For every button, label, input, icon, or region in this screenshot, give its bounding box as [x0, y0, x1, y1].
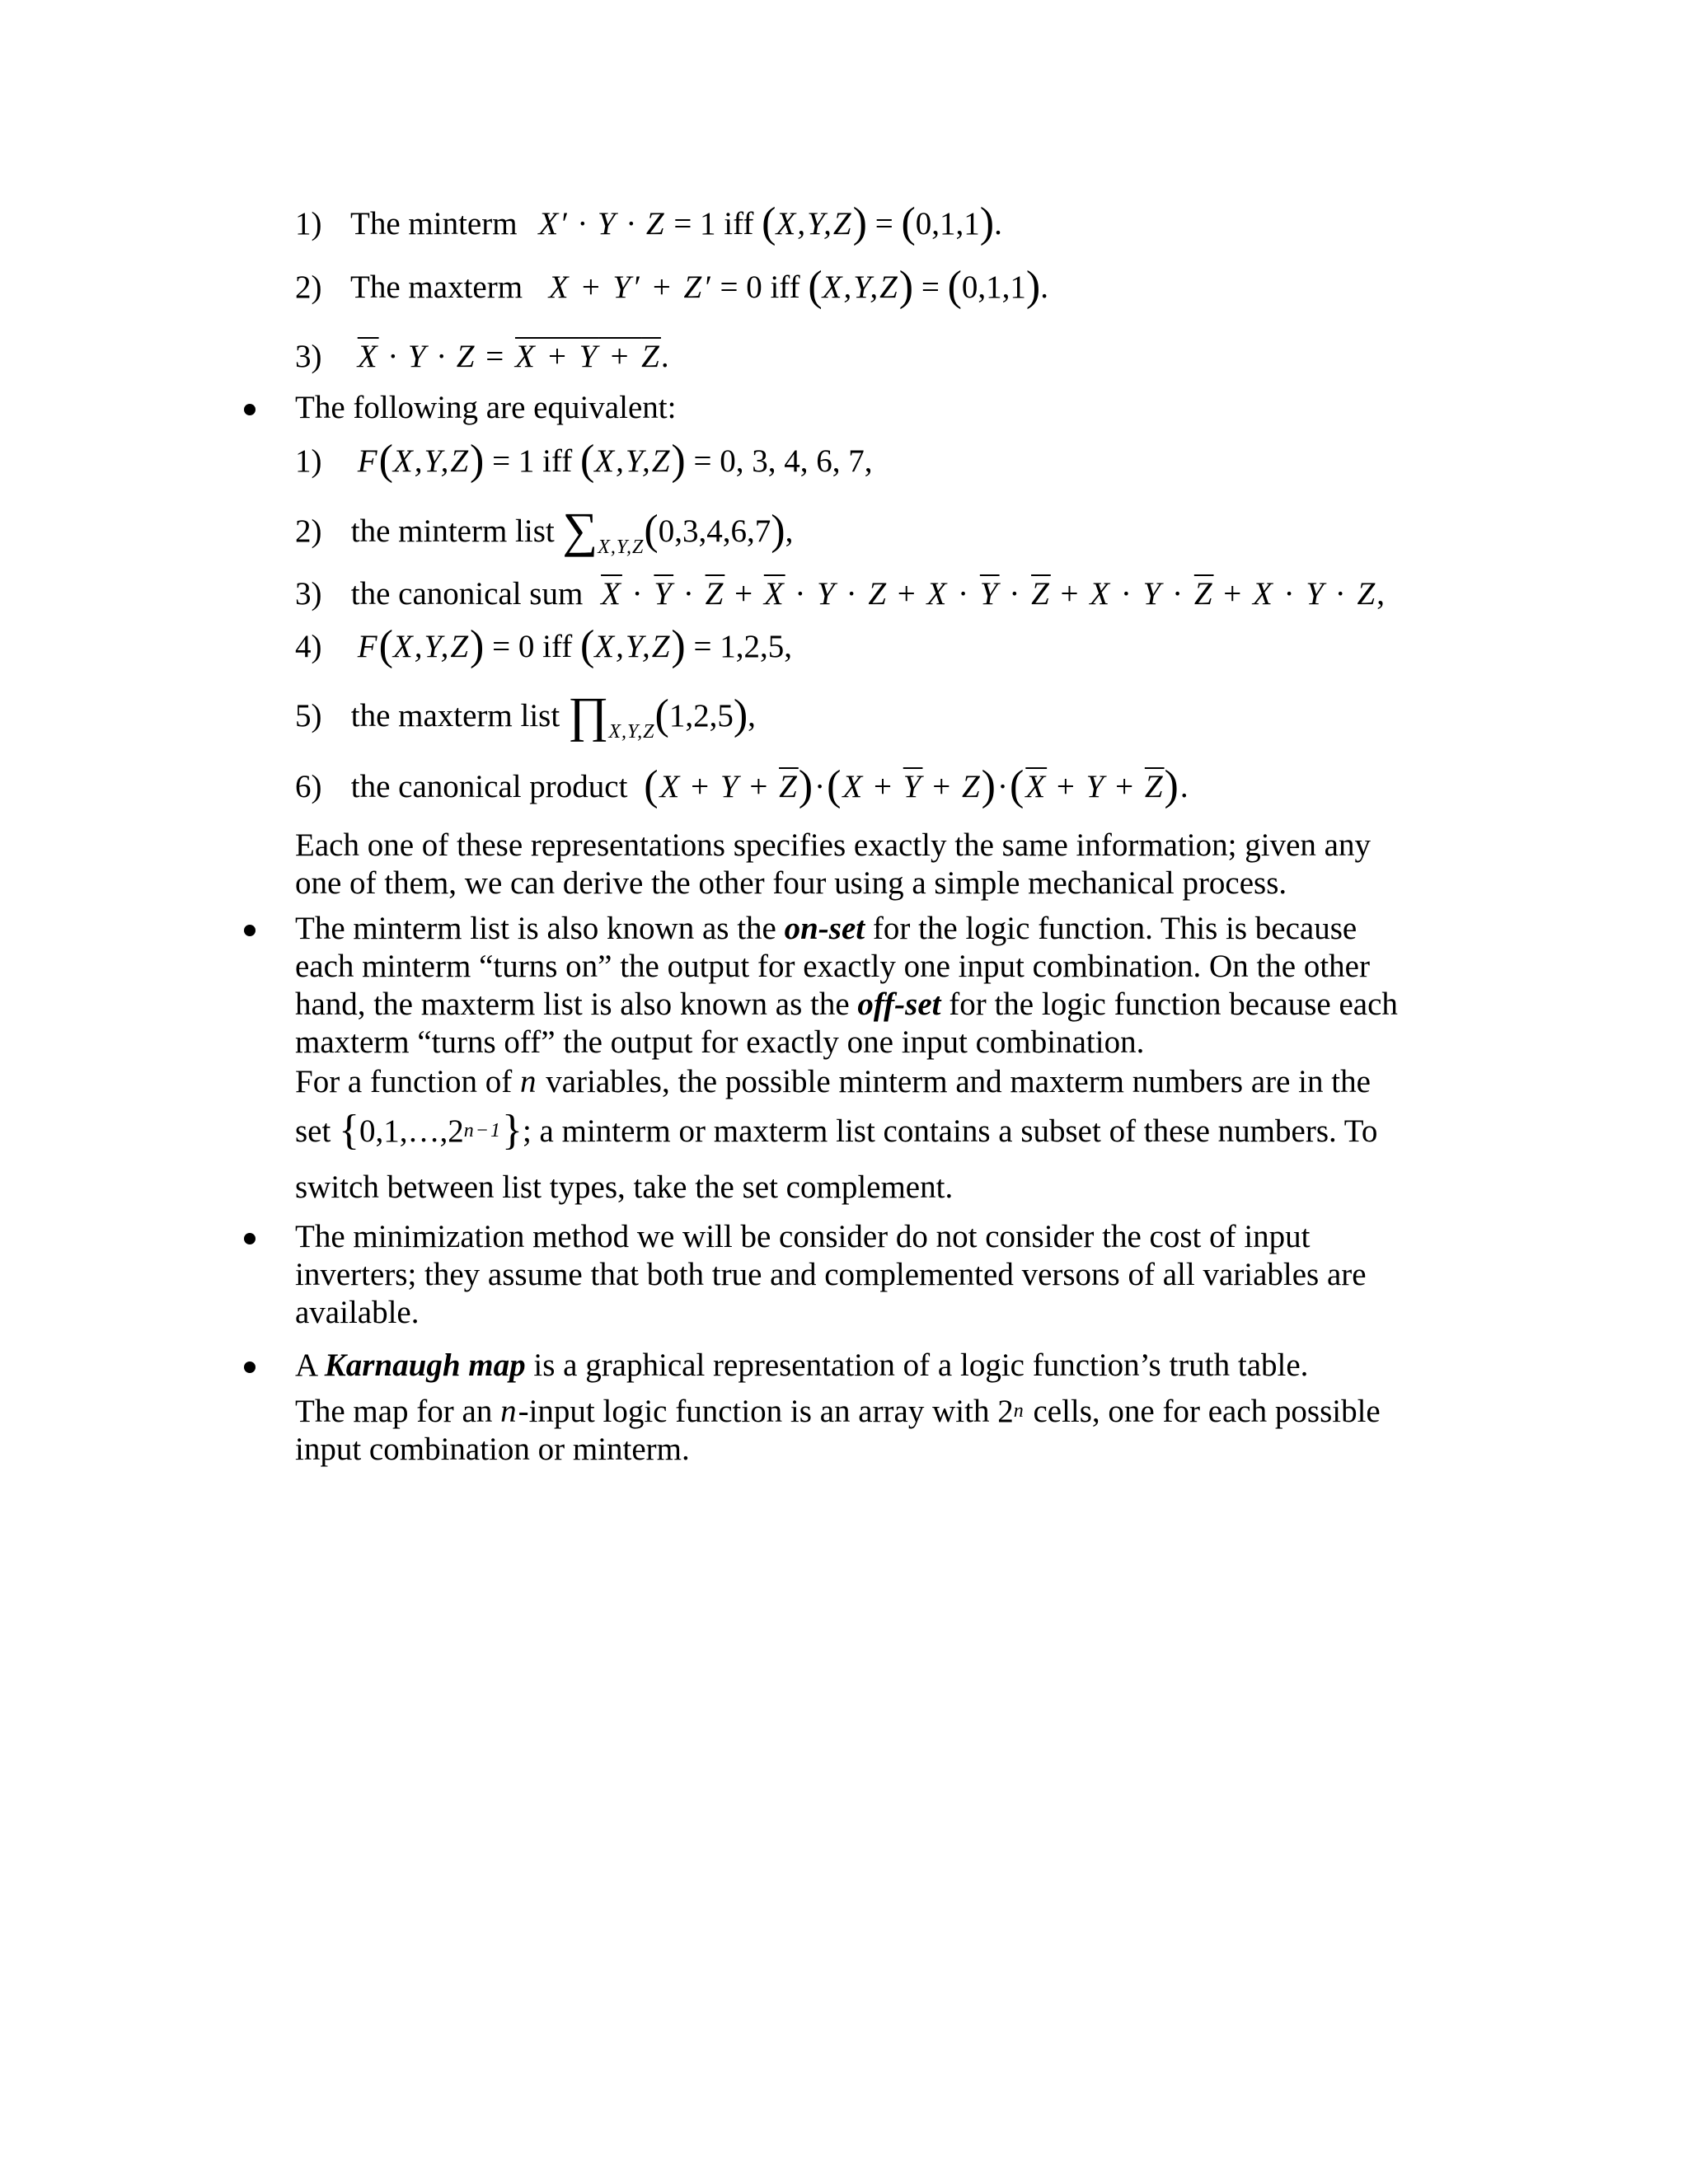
onset-line: maxterm “turns off” the output for exactly one input combination.	[295, 1024, 1145, 1060]
plus-operator: +	[681, 769, 720, 804]
text-run: for the logic function. This is because	[865, 911, 1357, 946]
iff-clause: = 0 iff	[720, 269, 800, 305]
left-paren: (	[579, 622, 595, 669]
left-brace: {	[339, 1107, 360, 1154]
end-punct: ,	[1376, 576, 1385, 612]
complemented-variable: $\overline{X}$	[763, 576, 785, 612]
minimization-line: inverters; they assume that both true and complemented versons of all variables are	[295, 1257, 1367, 1292]
set-contents: 0,1,…,2	[359, 1113, 464, 1149]
left-paren: (	[901, 199, 916, 246]
product-subscript: X,Y,Z	[608, 721, 655, 743]
value-list: = 0, 3, 4, 6, 7,	[685, 443, 873, 479]
variable: Y	[720, 769, 740, 804]
rhs-y-bar: Y	[579, 339, 599, 374]
complemented-variable: $\overline{Z}$	[1144, 769, 1165, 804]
plus-operator: +	[888, 576, 927, 612]
equivalent-item-1	[295, 437, 1432, 484]
variable: X	[1090, 576, 1112, 612]
text-run: set	[295, 1113, 340, 1149]
end-punct: ,	[785, 513, 794, 549]
end-punct: .	[1040, 269, 1048, 305]
left-paren: (	[1009, 762, 1026, 809]
right-paren: )	[671, 622, 686, 669]
lhs-rest: · Y · Z	[378, 339, 476, 374]
variable: X	[659, 769, 682, 804]
karnaugh-paragraph	[295, 1347, 1432, 1385]
karnaugh-map-paragraph	[295, 1393, 1432, 1469]
variable: X	[842, 769, 865, 804]
complemented-variable: $\overline{Z}$	[1031, 576, 1051, 612]
variable: Y	[1085, 769, 1106, 804]
equivalent-summary	[295, 827, 1432, 902]
item-number: 5)	[295, 698, 322, 733]
right-paren: )	[798, 762, 815, 809]
end-punct: .	[994, 206, 1002, 241]
equivalent-item-3	[295, 575, 1432, 613]
on-set-term: on-set	[784, 911, 865, 946]
complemented-variable: $\overline{Y}$	[654, 576, 674, 612]
plus-operator: +	[739, 769, 780, 804]
complemented-variable: $\overline{X}$	[601, 576, 622, 612]
variable: Z	[868, 576, 889, 612]
property-2	[295, 263, 1432, 310]
text-run: hand, the maxterm list is also known as the	[295, 987, 858, 1022]
complemented-variable: $\overline{Z}$	[779, 769, 799, 804]
iff-clause: = 0 iff	[484, 629, 580, 664]
function-variables-line	[295, 1063, 1432, 1101]
complemented-variable: $\overline{Y}$	[979, 576, 1000, 612]
canonical-sum-expression	[601, 576, 1376, 612]
left-paren: (	[808, 263, 823, 310]
plus-operator: +	[922, 769, 962, 804]
item-prefix: The minterm	[350, 206, 518, 241]
property-3	[295, 338, 1432, 376]
tuple-vars: X,Y,Z	[594, 629, 672, 664]
right-paren: )	[1025, 263, 1041, 310]
karnaugh-line	[295, 1393, 1432, 1431]
rhs-z-bar: Z	[641, 339, 661, 374]
plus-operator: +	[1213, 576, 1254, 612]
iff-clause: = 1 iff	[673, 206, 754, 241]
text-run: ; a minterm or maxterm list contains a subset of these numbers. To	[522, 1113, 1378, 1149]
equivalent-lead: The following are equivalent:	[295, 390, 677, 425]
text-run: is a graphical representation of a logic function’s truth table.	[525, 1347, 1309, 1383]
summation-subscript: X,Y,Z	[598, 537, 645, 558]
and-operator: ·	[836, 576, 869, 612]
iff-clause: = 1 iff	[484, 443, 580, 479]
item-number: 3)	[295, 576, 322, 612]
bullet-marker	[244, 404, 256, 415]
tuple-values: 0,1,1	[915, 206, 980, 241]
variable-n: n	[519, 1064, 538, 1099]
text-run: -input logic function is an array with 2	[518, 1394, 1014, 1429]
left-paren: (	[378, 437, 393, 484]
value-list: = 1,2,5,	[685, 629, 792, 664]
onset-line	[295, 910, 1432, 948]
complemented-variable: $\overline{X}$	[1025, 769, 1048, 804]
right-paren: )	[733, 691, 748, 738]
item-label: the minterm list	[350, 513, 555, 549]
text-run: For a function of	[295, 1064, 520, 1099]
exponent: n−1	[463, 1120, 502, 1141]
item-number: 2)	[295, 269, 322, 305]
item-number: 1)	[295, 443, 322, 479]
onset-line	[295, 986, 1432, 1024]
set-line	[295, 1107, 1432, 1154]
equivalent-item-5	[295, 687, 1432, 743]
left-paren: (	[644, 507, 659, 554]
equals-sign: =	[921, 269, 940, 305]
plus-operator: +	[1047, 769, 1086, 804]
plus-operator: +	[1105, 769, 1145, 804]
right-brace: }	[502, 1107, 523, 1154]
variable-n: n	[500, 1394, 518, 1429]
equals-sign: =	[476, 339, 515, 374]
and-operator: ·	[948, 576, 980, 612]
complemented-variable: $\overline{Y}$	[903, 769, 923, 804]
plus-operator: +	[864, 769, 903, 804]
overlined-sum	[515, 339, 661, 374]
equals-sign: =	[874, 206, 893, 241]
left-paren: (	[827, 762, 843, 809]
and-operator: ·	[785, 576, 818, 612]
plus-operator: +	[1050, 576, 1090, 612]
equivalent-item-4	[295, 622, 1432, 669]
item-label: the canonical product	[350, 769, 628, 804]
and-operator: ·	[1273, 576, 1306, 612]
tuple-vars: X,Y,Z	[594, 443, 672, 479]
text-run: for the logic function because each	[940, 987, 1398, 1022]
function-args: X,Y,Z	[392, 629, 471, 664]
text-run: The map for an	[295, 1394, 501, 1429]
function-name: F	[357, 629, 379, 664]
text-run: cells, one for each possible	[1025, 1394, 1381, 1429]
item-number: 4)	[295, 629, 322, 664]
maxterm-expression: X + Y′ + Z′	[548, 269, 712, 305]
right-paren: )	[981, 762, 997, 809]
canonical-product-expression	[644, 762, 1180, 809]
and-operator: ·	[999, 576, 1032, 612]
left-paren: (	[579, 437, 595, 484]
right-paren: )	[771, 507, 785, 554]
left-paren: (	[947, 263, 962, 310]
minimization-paragraph	[295, 1218, 1432, 1332]
property-1	[295, 199, 1432, 246]
bullet-marker	[244, 925, 256, 936]
exponent: n	[1013, 1400, 1025, 1422]
end-punct: ,	[748, 698, 756, 733]
karnaugh-line: input combination or minterm.	[295, 1432, 690, 1467]
variable: Z	[961, 769, 982, 804]
right-paren: )	[671, 437, 686, 484]
summary-line: one of them, we can derive the other four using a simple mechanical process.	[295, 865, 1287, 901]
tuple-vars: X,Y,Z	[822, 269, 899, 305]
item-label: the maxterm list	[350, 698, 560, 733]
and-operator: ·	[814, 769, 828, 804]
complemented-variable: $\overline{Z}$	[1193, 576, 1214, 612]
and-operator: ·	[996, 769, 1010, 804]
minterm-values: 0,3,4,6,7	[658, 513, 771, 549]
item-number: 3)	[295, 339, 322, 374]
right-paren: )	[852, 199, 867, 246]
right-paren: )	[898, 263, 914, 310]
item-number: 1)	[295, 206, 322, 241]
x-bar: $\overline{X}$	[357, 339, 379, 374]
left-paren: (	[654, 691, 669, 738]
karnaugh-line	[295, 1347, 1432, 1385]
right-paren: )	[470, 437, 485, 484]
rhs-x: X +	[514, 339, 579, 374]
onset-paragraph	[295, 910, 1432, 1062]
function-name: F	[357, 443, 379, 479]
karnaugh-map-term: Karnaugh map	[324, 1347, 526, 1383]
variable: Y	[817, 576, 837, 612]
maxterm-values: 1,2,5	[668, 698, 734, 733]
text-run: variables, the possible minterm and maxterm numbers are in the	[537, 1064, 1371, 1099]
item-prefix: The maxterm	[350, 269, 523, 305]
and-operator: ·	[621, 576, 654, 612]
left-paren: (	[644, 762, 660, 809]
and-operator: ·	[1111, 576, 1143, 612]
minterm-expression: X′ · Y · Z	[538, 206, 666, 241]
summary-line: Each one of these representations specifies exactly the same information; given any	[295, 827, 1371, 863]
off-set-term: off-set	[857, 987, 941, 1022]
variable: X	[1253, 576, 1274, 612]
tuple-values: 0,1,1	[961, 269, 1026, 305]
right-paren: )	[470, 622, 485, 669]
end-punct: .	[660, 339, 669, 374]
variable: Y	[1142, 576, 1163, 612]
tuple-vars: X,Y,Z	[776, 206, 853, 241]
bullet-marker	[244, 1233, 256, 1244]
onset-line: each minterm “turns on” the output for exactly one input combination. On the other	[295, 949, 1370, 984]
product-symbol: ∏	[567, 687, 609, 742]
and-operator: ·	[1325, 576, 1357, 612]
complemented-variable: $\overline{Z}$	[705, 576, 725, 612]
equivalent-item-2	[295, 503, 1432, 558]
text-run: A	[295, 1347, 325, 1383]
and-operator: ·	[1162, 576, 1194, 612]
summation-symbol: ∑	[562, 503, 598, 557]
complement-line: switch between list types, take the set complement.	[295, 1169, 954, 1205]
function-args: X,Y,Z	[392, 443, 471, 479]
variable: X	[926, 576, 949, 612]
right-paren: )	[979, 199, 995, 246]
end-punct: .	[1179, 769, 1189, 804]
bullet-marker	[244, 1361, 256, 1373]
and-operator: ·	[673, 576, 706, 612]
right-paren: )	[1164, 762, 1180, 809]
plus-operator: +	[724, 576, 764, 612]
rhs-plus: +	[598, 339, 642, 374]
item-number: 2)	[295, 513, 322, 549]
variable: Z	[1357, 576, 1377, 612]
text-run: The minterm list is also known as the	[295, 911, 785, 946]
equivalent-item-6	[295, 762, 1432, 809]
item-number: 6)	[295, 769, 322, 804]
variable: Y	[1306, 576, 1326, 612]
item-label: the canonical sum	[350, 576, 584, 612]
minimization-line: available.	[295, 1295, 420, 1330]
left-paren: (	[378, 622, 393, 669]
minimization-line: The minimization method we will be consider do not consider the cost of input	[295, 1219, 1311, 1254]
left-paren: (	[762, 199, 776, 246]
